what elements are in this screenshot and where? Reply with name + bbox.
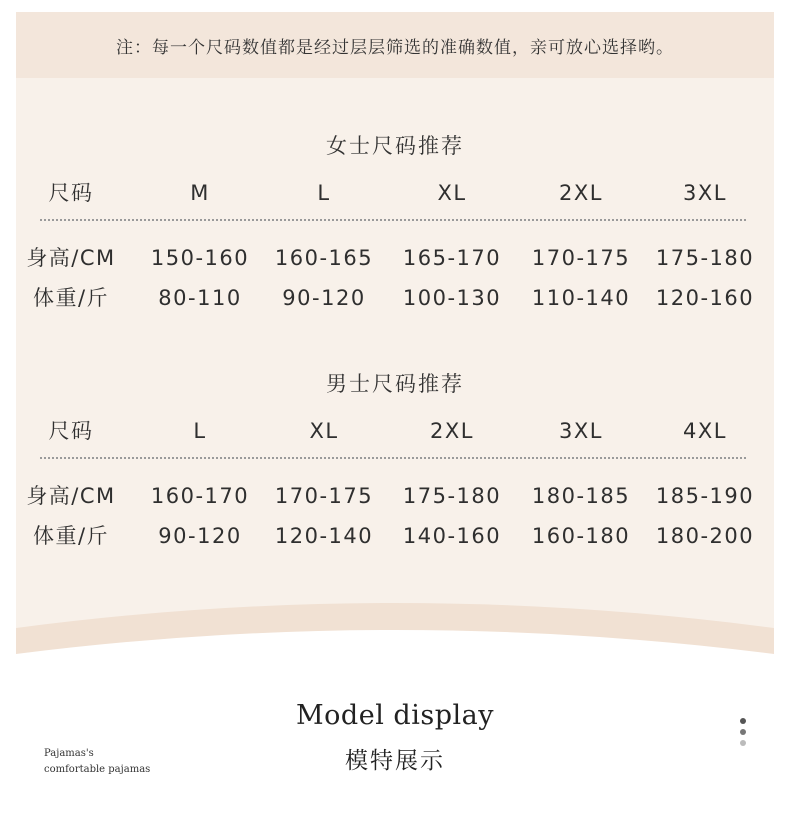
men-size-title: 男士尺码推荐 xyxy=(326,372,464,396)
weight-label: 体重/斤 xyxy=(32,286,110,310)
size-column: XL xyxy=(309,419,339,443)
indicator-dot xyxy=(740,729,746,735)
size-column: XL xyxy=(437,181,467,205)
model-display-title: Model display xyxy=(296,700,494,731)
size-chart-panel xyxy=(16,78,774,663)
men-dotted-divider xyxy=(40,457,746,459)
women-size-header-row xyxy=(16,178,774,208)
weight-value: 160-180 xyxy=(531,524,631,548)
indicator-dot xyxy=(740,740,746,746)
height-value: 180-185 xyxy=(531,484,631,508)
height-label: 身高/CM xyxy=(26,246,116,270)
weight-value: 80-110 xyxy=(158,286,242,310)
height-value: 175-180 xyxy=(402,484,502,508)
weight-value: 120-140 xyxy=(274,524,374,548)
height-value: 185-190 xyxy=(655,484,755,508)
women-size-title: 女士尺码推荐 xyxy=(326,134,464,158)
height-value: 150-160 xyxy=(150,246,250,270)
women-weight-row xyxy=(16,283,774,313)
weight-value: 140-160 xyxy=(402,524,502,548)
size-column: 3XL xyxy=(559,419,603,443)
page-indicator-dots xyxy=(739,718,747,751)
men-height-row xyxy=(16,481,774,511)
size-column: 2XL xyxy=(559,181,603,205)
weight-value: 100-130 xyxy=(402,286,502,310)
men-size-header-row xyxy=(16,416,774,446)
size-column: 4XL xyxy=(683,419,727,443)
caption-line: Pajamas's xyxy=(44,748,94,759)
height-value: 165-170 xyxy=(402,246,502,270)
caption-line: comfortable pajamas xyxy=(44,764,151,775)
indicator-dot xyxy=(740,718,746,724)
men-weight-row xyxy=(16,521,774,551)
weight-value: 90-120 xyxy=(282,286,366,310)
women-dotted-divider xyxy=(40,219,746,221)
model-display-subtitle: 模特展示 xyxy=(345,748,445,774)
size-label: 尺码 xyxy=(48,181,94,205)
size-column: L xyxy=(193,419,207,443)
height-value: 175-180 xyxy=(655,246,755,270)
size-column: 2XL xyxy=(430,419,474,443)
height-value: 160-165 xyxy=(274,246,374,270)
weight-value: 120-160 xyxy=(655,286,755,310)
size-column: 3XL xyxy=(683,181,727,205)
women-height-row xyxy=(16,243,774,273)
size-column: M xyxy=(190,181,210,205)
size-label: 尺码 xyxy=(48,419,94,443)
height-value: 160-170 xyxy=(150,484,250,508)
weight-value: 110-140 xyxy=(531,286,631,310)
weight-value: 90-120 xyxy=(158,524,242,548)
height-value: 170-175 xyxy=(274,484,374,508)
size-column: L xyxy=(317,181,331,205)
size-note-banner xyxy=(16,12,774,78)
height-label: 身高/CM xyxy=(26,484,116,508)
decorative-wave xyxy=(16,598,774,663)
height-value: 170-175 xyxy=(531,246,631,270)
weight-value: 180-200 xyxy=(655,524,755,548)
weight-label: 体重/斤 xyxy=(32,524,110,548)
size-note-text: 注：每一个尺码数值都是经过层层筛选的准确数值，亲可放心选择哟。 xyxy=(116,37,674,58)
pajamas-caption xyxy=(44,746,150,778)
